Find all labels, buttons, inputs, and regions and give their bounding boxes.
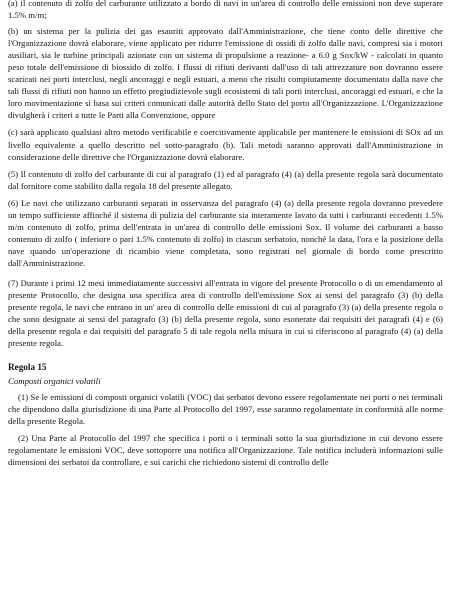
rule-subheading: Composti organici volatili <box>8 375 101 386</box>
rule-paragraph-1: (1) Se le emissioni di composti organici volatili (VOC) dai serbatoi devono essere regolamentate nei porti o nei terminali che dipendono dalla giurisdizione di una Parte al Protocollo del 1997, esse saranno regolamentate in conformità alle norme della presente Regola. <box>8 391 443 426</box>
paragraph-7: (7) Durante i primi 12 mesi immediatamente successivi all'entrata in vigore del presente Protocollo o di un emendamento al presente Protocollo, che designa una specifica area di controllo dell'emissione Sox ai sensi del paragrafo (3) (b) della presente regola, le navi che entrano in un' area di controllo delle emissioni di cui al paragrafo (3) (a) della presente regola o che sono designate ai sensi del paragrafo (3) (b) della presente regola, sono esonerate dai requisiti dei paragrafi (4) e (6) della presente regola e dai requisiti del paragrafo 5 di tale regola nella misura in cui si riferiscono al paragrafo (4) (a) della presente regola. <box>8 277 443 349</box>
rule-heading: Regola 15 <box>8 362 47 373</box>
paragraph-5: (5) Il contenuto di zolfo del carburante di cui al paragrafo (1) ed al paragrafo (4) (a) della presente regola sarà documentato dal fornitore come stabilito dalla regola 18 del presente allegato. <box>8 168 443 191</box>
paragraph-4a: (a) il contenuto di zolfo del carburante utilizzato a bordo di navi in un'area di controllo delle emissioni non deve superare 1.5% m/m; <box>8 0 443 21</box>
paragraph-6: (6) Le navi che utilizzano carburanti separati in osservanza del paragrafo (4) (a) della presente regola dovranno prevedere un tempo sufficiente affinché il sistema di pulizia del carburante sia interamente lavato da tutti i carburanti eccedenti 1.5% m/m contenuto di zolfo, prima dell'entrata in un'area di controllo delle emissioni Sox. Il volume dei carburanti a basso contenuto di zolfo ( inferiore o pari 1.5% contenuto di zolfo) in ciascun serbatoio, nonché la data, l'ora e la posizione della nave quando un'operazione di ricambio viene completata, sono registrati nel giornale di bordo come prescritto dall'Amministrazione. <box>8 197 443 268</box>
paragraph-4c: (c) sarà applicato qualsiasi altro metodo verificabile e coercitivamente applicabile per mantenere le emissioni di SOx ad un livello equivalente a quello descritto nel sotto-paragrafo (b). Tali metodi saranno approvati dall'Amministrazione in considerazione delle direttive che l'Organizzazione dovrà elaborare. <box>8 127 443 162</box>
rule-paragraph-2: (2) Una Parte al Protocollo del 1997 che specifica i porti o i terminali sotto la sua giurisdizione in cui devono essere regolamentate le emissioni VOC, deve sottoporre una notifica all'Organizzazione. Tale notifica includerà informazioni sulle dimensioni dei serbatoi da controllare, e sui carichi che richiedono sistemi di controllo delle <box>8 432 443 467</box>
paragraph-4b: (b) un sistema per la pulizia dei gas esauriti approvato dall'Amministrazione, che tiene conto delle direttive che l'Organizzazione dovrà elaborare, viene applicato per ridurre l'emissione di ossidi di zolfo dalle navi, compresi sia i motori ausiliari, sia le turbine principali azionate con un sistema di propulsione a reazione- a 6.0 g Sox/kW - calcolati in quanto peso totale dell'emissione di biossido di zolfo. I flussi di rifiuti derivanti dall'uso di tali attrezzature non dovranno essere scaricati nei porti interclusi, negli ancoraggi e negli estuari, a meno che risulti compiutamente documentato dalla nave che tali flussi di rifiuti non hanno un effetto pregiudizievole sugli ecosistemi di tali porti interclusi, ancoraggi ed estuari, e che la loro movimentazione si basa sui criteri comunicati dalle autorità dello Stato del porto all'Organizzazione. L'Organizzazione divulgherà i criteri a tutte le Parti alla Convenzione, oppure <box>8 26 443 121</box>
